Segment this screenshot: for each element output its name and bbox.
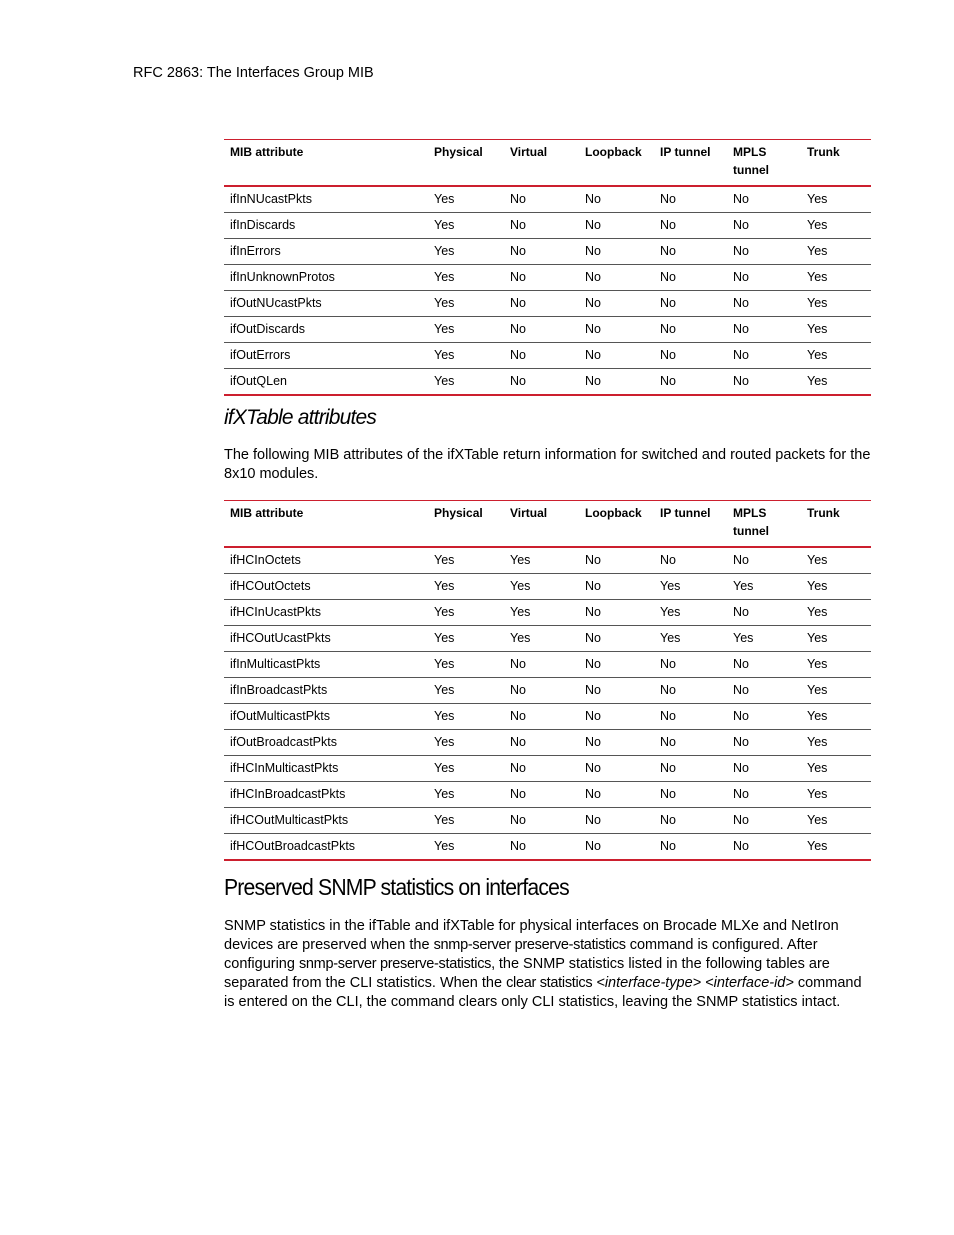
table-row [224, 573, 871, 599]
table-header-row [224, 501, 871, 547]
cell-mib-attribute: ifOutQLen [224, 368, 428, 395]
cell-loopback: No [579, 833, 654, 860]
table-row [224, 547, 871, 574]
column-header-mib-attribute: MIB attribute [230, 506, 304, 520]
table-row [224, 625, 871, 651]
cell-loopback: No [579, 186, 654, 213]
table-row [224, 703, 871, 729]
column-header-trunk: Trunk [807, 145, 840, 159]
cell-ip-tunnel: No [654, 186, 727, 213]
cell-virtual: No [504, 264, 579, 290]
cell-mpls-tunnel: No [727, 316, 801, 342]
cell-physical: Yes [428, 368, 504, 395]
table-row [224, 651, 871, 677]
column-header-ip-tunnel: IP tunnel [660, 506, 711, 520]
cell-ip-tunnel: No [654, 212, 727, 238]
cell-loopback: No [579, 368, 654, 395]
paragraph-text: command is entered on the CLI, the command clears only CLI statistics, leaving the SNMP statistics intact. [224, 975, 862, 1010]
cell-loopback: No [579, 807, 654, 833]
cell-physical: Yes [428, 833, 504, 860]
cell-ip-tunnel: No [654, 729, 727, 755]
cell-physical: Yes [428, 677, 504, 703]
cell-ip-tunnel: No [654, 781, 727, 807]
cell-physical: Yes [428, 212, 504, 238]
column-header-loopback: Loopback [585, 145, 642, 159]
cell-physical: Yes [428, 651, 504, 677]
table-row [224, 677, 871, 703]
cell-ip-tunnel: No [654, 316, 727, 342]
cell-physical: Yes [428, 599, 504, 625]
table-row [224, 807, 871, 833]
cell-physical: Yes [428, 186, 504, 213]
column-header-virtual: Virtual [510, 145, 548, 159]
cell-trunk: Yes [801, 186, 871, 213]
cell-trunk: Yes [801, 212, 871, 238]
running-header: RFC 2863: The Interfaces Group MIB [133, 65, 374, 81]
table-row [224, 316, 871, 342]
cell-physical: Yes [428, 755, 504, 781]
cell-virtual: No [504, 238, 579, 264]
cell-mib-attribute: ifHCOutUcastPkts [224, 625, 428, 651]
cell-mib-attribute: ifInMulticastPkts [224, 651, 428, 677]
table-row [224, 368, 871, 395]
cell-loopback: No [579, 573, 654, 599]
section-title: Preserved SNMP statistics on interfaces [224, 874, 569, 900]
cell-ip-tunnel: No [654, 342, 727, 368]
table-row [224, 781, 871, 807]
cell-mib-attribute: ifInNUcastPkts [224, 186, 428, 213]
cell-mib-attribute: ifHCOutMulticastPkts [224, 807, 428, 833]
cell-virtual: Yes [504, 547, 579, 574]
cell-trunk: Yes [801, 547, 871, 574]
cell-ip-tunnel: No [654, 833, 727, 860]
cell-trunk: Yes [801, 290, 871, 316]
cell-ip-tunnel: Yes [654, 625, 727, 651]
cell-ip-tunnel: No [654, 290, 727, 316]
cell-physical: Yes [428, 781, 504, 807]
paragraph-text: command is configured. After configuring [224, 937, 818, 972]
cell-mpls-tunnel: No [727, 342, 801, 368]
cell-virtual: No [504, 781, 579, 807]
command-clear-statistics: clear statistics [506, 975, 593, 991]
column-header-mib-attribute: MIB attribute [230, 145, 304, 159]
cell-mpls-tunnel: No [727, 264, 801, 290]
cell-mpls-tunnel: No [727, 651, 801, 677]
cell-mib-attribute: ifHCInOctets [224, 547, 428, 574]
cell-physical: Yes [428, 573, 504, 599]
cell-trunk: Yes [801, 238, 871, 264]
cell-trunk: Yes [801, 755, 871, 781]
paragraph-text: SNMP statistics in the ifTable and ifXTable for physical interfaces on Brocade MLXe and NetIron devices are preserved when the [224, 918, 839, 953]
ifxtable-intro: The following MIB attributes of the ifXTable return information for switched and routed packets for the 8x10 modules. [224, 447, 871, 482]
cell-mpls-tunnel: No [727, 547, 801, 574]
table-row [224, 755, 871, 781]
column-header-ip-tunnel: IP tunnel [660, 145, 711, 159]
table-row [224, 342, 871, 368]
cell-mib-attribute: ifHCInMulticastPkts [224, 755, 428, 781]
cell-virtual: No [504, 677, 579, 703]
cell-loopback: No [579, 729, 654, 755]
ifxtable-attributes-table [224, 500, 871, 861]
cell-mib-attribute: ifHCInBroadcastPkts [224, 781, 428, 807]
column-header-trunk: Trunk [807, 506, 840, 520]
cell-mpls-tunnel: No [727, 755, 801, 781]
table-row [224, 186, 871, 213]
cell-ip-tunnel: No [654, 368, 727, 395]
column-header-mpls-tunnel [727, 140, 801, 186]
cell-mpls-tunnel: No [727, 729, 801, 755]
cell-mpls-tunnel: No [727, 833, 801, 860]
command-snmp-preserve: snmp-server preserve-statistics, [298, 956, 495, 972]
cell-mib-attribute: ifOutBroadcastPkts [224, 729, 428, 755]
mpls-header-line2: tunnel [733, 524, 769, 538]
table-row [224, 264, 871, 290]
preserved-stats-paragraph [224, 917, 874, 1012]
cell-physical: Yes [428, 729, 504, 755]
cell-trunk: Yes [801, 573, 871, 599]
cell-mib-attribute: ifOutMulticastPkts [224, 703, 428, 729]
cell-physical: Yes [428, 290, 504, 316]
column-header-physical: Physical [434, 145, 483, 159]
cell-virtual: No [504, 186, 579, 213]
cell-mpls-tunnel: Yes [727, 625, 801, 651]
iftable-attributes-table [224, 139, 871, 396]
cell-trunk: Yes [801, 625, 871, 651]
cell-mpls-tunnel: No [727, 212, 801, 238]
cell-trunk: Yes [801, 677, 871, 703]
cell-loopback: No [579, 342, 654, 368]
cell-virtual: No [504, 703, 579, 729]
cell-mpls-tunnel: Yes [727, 573, 801, 599]
table-header-row [224, 140, 871, 186]
cell-trunk: Yes [801, 316, 871, 342]
cell-physical: Yes [428, 547, 504, 574]
cell-mib-attribute: ifHCInUcastPkts [224, 599, 428, 625]
cell-virtual: No [504, 833, 579, 860]
command-variables: <interface-type> <interface-id> [596, 975, 794, 991]
cell-virtual: No [504, 651, 579, 677]
cell-virtual: Yes [504, 599, 579, 625]
cell-physical: Yes [428, 625, 504, 651]
cell-physical: Yes [428, 807, 504, 833]
cell-mib-attribute: ifInDiscards [224, 212, 428, 238]
cell-loopback: No [579, 703, 654, 729]
column-header-physical: Physical [434, 506, 483, 520]
cell-trunk: Yes [801, 703, 871, 729]
cell-trunk: Yes [801, 781, 871, 807]
cell-physical: Yes [428, 238, 504, 264]
cell-ip-tunnel: No [654, 677, 727, 703]
cell-trunk: Yes [801, 729, 871, 755]
cell-mib-attribute: ifOutNUcastPkts [224, 290, 428, 316]
cell-physical: Yes [428, 703, 504, 729]
table-row [224, 212, 871, 238]
cell-ip-tunnel: No [654, 807, 727, 833]
cell-physical: Yes [428, 316, 504, 342]
column-header-loopback: Loopback [585, 506, 642, 520]
cell-mpls-tunnel: No [727, 368, 801, 395]
cell-loopback: No [579, 212, 654, 238]
column-header-mpls-tunnel [727, 501, 801, 547]
table-row [224, 729, 871, 755]
cell-virtual: No [504, 368, 579, 395]
cell-mpls-tunnel: No [727, 290, 801, 316]
table-row [224, 290, 871, 316]
cell-loopback: No [579, 625, 654, 651]
command-snmp-preserve: snmp-server preserve-statistics [433, 937, 626, 953]
cell-ip-tunnel: No [654, 547, 727, 574]
cell-virtual: No [504, 755, 579, 781]
cell-mpls-tunnel: No [727, 186, 801, 213]
cell-ip-tunnel: No [654, 703, 727, 729]
cell-trunk: Yes [801, 651, 871, 677]
cell-virtual: No [504, 807, 579, 833]
cell-mpls-tunnel: No [727, 807, 801, 833]
cell-mib-attribute: ifOutErrors [224, 342, 428, 368]
cell-virtual: No [504, 342, 579, 368]
paragraph-text: the SNMP statistics listed in the following tables are separated from the CLI statistics. When the [224, 956, 830, 991]
cell-loopback: No [579, 264, 654, 290]
mpls-header-line2: tunnel [733, 163, 769, 177]
cell-ip-tunnel: No [654, 238, 727, 264]
cell-mib-attribute: ifInBroadcastPkts [224, 677, 428, 703]
cell-loopback: No [579, 677, 654, 703]
cell-loopback: No [579, 290, 654, 316]
mpls-header-line1: MPLS [733, 506, 767, 520]
cell-mib-attribute: ifHCOutOctets [224, 573, 428, 599]
column-header-virtual: Virtual [510, 506, 548, 520]
cell-loopback: No [579, 599, 654, 625]
cell-mpls-tunnel: No [727, 238, 801, 264]
cell-virtual: Yes [504, 573, 579, 599]
cell-ip-tunnel: Yes [654, 573, 727, 599]
cell-physical: Yes [428, 342, 504, 368]
cell-loopback: No [579, 238, 654, 264]
cell-mib-attribute: ifHCOutBroadcastPkts [224, 833, 428, 860]
cell-virtual: Yes [504, 625, 579, 651]
cell-virtual: No [504, 729, 579, 755]
cell-mpls-tunnel: No [727, 599, 801, 625]
cell-trunk: Yes [801, 368, 871, 395]
cell-loopback: No [579, 316, 654, 342]
cell-ip-tunnel: No [654, 264, 727, 290]
cell-loopback: No [579, 547, 654, 574]
cell-ip-tunnel: Yes [654, 599, 727, 625]
mpls-header-line1: MPLS [733, 145, 767, 159]
cell-loopback: No [579, 781, 654, 807]
table-row [224, 833, 871, 860]
cell-virtual: No [504, 316, 579, 342]
cell-mib-attribute: ifInErrors [224, 238, 428, 264]
cell-mpls-tunnel: No [727, 781, 801, 807]
table-row [224, 599, 871, 625]
cell-ip-tunnel: No [654, 651, 727, 677]
ifxtable-heading: ifXTable attributes [224, 406, 377, 429]
cell-trunk: Yes [801, 264, 871, 290]
cell-mpls-tunnel: No [727, 677, 801, 703]
cell-trunk: Yes [801, 342, 871, 368]
cell-virtual: No [504, 290, 579, 316]
cell-virtual: No [504, 212, 579, 238]
cell-loopback: No [579, 651, 654, 677]
cell-trunk: Yes [801, 599, 871, 625]
cell-loopback: No [579, 755, 654, 781]
cell-trunk: Yes [801, 833, 871, 860]
table-row [224, 238, 871, 264]
cell-ip-tunnel: No [654, 755, 727, 781]
cell-mpls-tunnel: No [727, 703, 801, 729]
cell-mib-attribute: ifInUnknownProtos [224, 264, 428, 290]
cell-trunk: Yes [801, 807, 871, 833]
cell-physical: Yes [428, 264, 504, 290]
cell-mib-attribute: ifOutDiscards [224, 316, 428, 342]
